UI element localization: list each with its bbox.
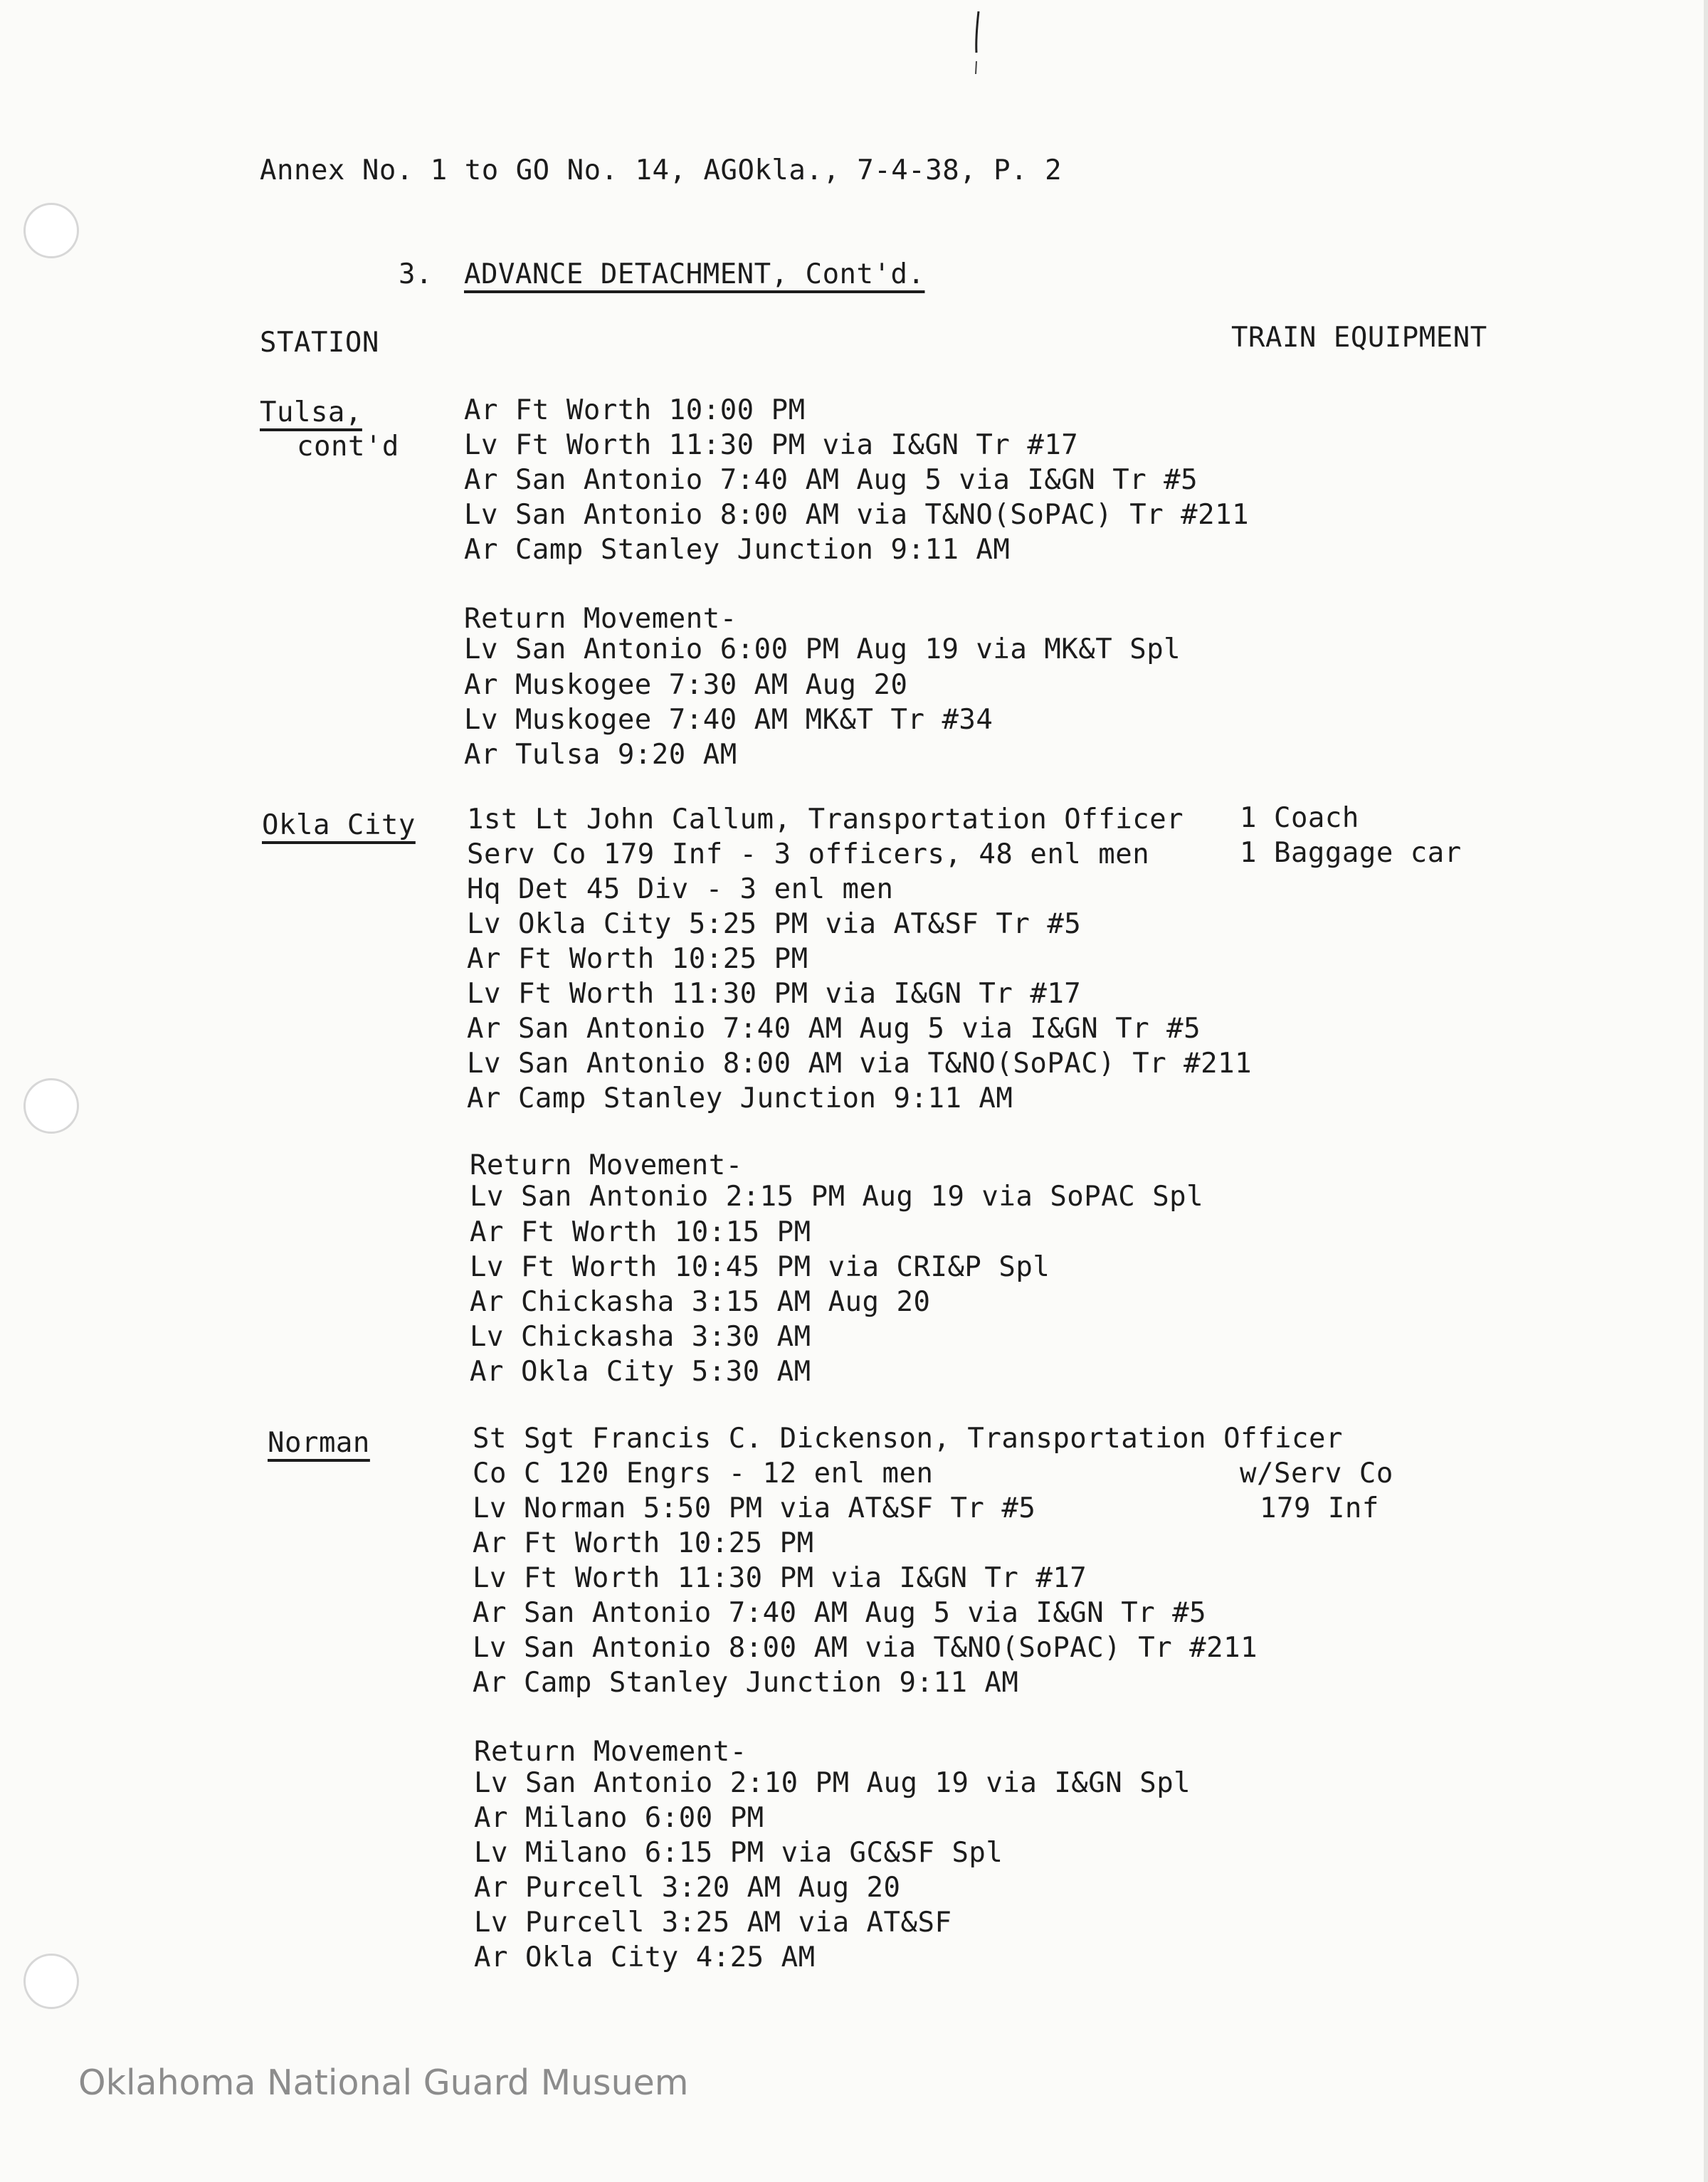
museum-watermark: Oklahoma National Guard Musuem	[78, 2062, 689, 2103]
schedule-line: Ar San Antonio 7:40 AM Aug 5 via I&GN Tr #5	[464, 464, 1198, 496]
equipment-item: 1 Baggage car	[1240, 837, 1462, 869]
schedule-line: 1st Lt John Callum, Transportation Officer	[467, 803, 1184, 836]
schedule-line: Ar Ft Worth 10:25 PM	[467, 943, 808, 975]
schedule-line: Lv San Antonio 2:10 PM Aug 19 via I&GN Spl	[474, 1767, 1191, 1799]
binder-hole	[23, 1078, 79, 1134]
schedule-line: Ar Ft Worth 10:00 PM	[464, 394, 806, 426]
schedule-line: Ar San Antonio 7:40 AM Aug 5 via I&GN Tr #5	[467, 1013, 1201, 1045]
column-header-train-equipment: TRAIN EQUIPMENT	[1231, 322, 1487, 354]
schedule-line: St Sgt Francis C. Dickenson, Transportation Officer	[473, 1423, 1343, 1455]
schedule-line: Ar Ft Worth 10:15 PM	[470, 1216, 811, 1248]
page-edge	[1704, 0, 1708, 2182]
schedule-line: Ar Camp Stanley Junction 9:11 AM	[473, 1667, 1019, 1699]
schedule-line: Ar Okla City 4:25 AM	[474, 1941, 816, 1973]
schedule-line: Lv Ft Worth 11:30 PM via I&GN Tr #17	[467, 978, 1082, 1010]
schedule-line: Ar Okla City 5:30 AM	[470, 1356, 811, 1388]
binder-hole	[23, 203, 79, 258]
pen-mark	[974, 10, 981, 75]
station-norman: Norman	[268, 1427, 370, 1459]
schedule-line: Lv Norman 5:50 PM via AT&SF Tr #5	[473, 1492, 1036, 1524]
section-number: 3.	[399, 258, 433, 290]
section-title: ADVANCE DETACHMENT, Cont'd.	[464, 258, 925, 290]
schedule-line: Ar San Antonio 7:40 AM Aug 5 via I&GN Tr #5	[473, 1597, 1207, 1629]
schedule-line: Ar Milano 6:00 PM	[474, 1802, 764, 1834]
schedule-line: Lv Ft Worth 10:45 PM via CRI&P Spl	[470, 1251, 1050, 1283]
schedule-line: Ar Camp Stanley Junction 9:11 AM	[467, 1082, 1013, 1114]
station-okla-city: Okla City	[262, 809, 416, 841]
schedule-line: Hq Det 45 Div - 3 enl men	[467, 873, 894, 905]
equipment-item: 1 Coach	[1240, 802, 1359, 834]
return-movement-heading: Return Movement-	[470, 1149, 743, 1181]
station-tulsa: Tulsa,	[260, 396, 362, 428]
annex-line: Annex No. 1 to GO No. 14, AGOkla., 7-4-38, P. 2	[260, 154, 1063, 186]
schedule-line: Lv Milano 6:15 PM via GC&SF Spl	[474, 1837, 1003, 1869]
equipment-item: 179 Inf	[1260, 1492, 1379, 1524]
schedule-line: Ar Camp Stanley Junction 9:11 AM	[464, 534, 1011, 566]
column-header-station: STATION	[260, 327, 379, 359]
return-movement-heading: Return Movement-	[464, 603, 737, 635]
schedule-line: Lv Muskogee 7:40 AM MK&T Tr #34	[464, 704, 993, 736]
schedule-line: Ar Ft Worth 10:25 PM	[473, 1527, 814, 1559]
schedule-line: Lv San Antonio 6:00 PM Aug 19 via MK&T Spl	[464, 633, 1181, 665]
schedule-line: Lv San Antonio 2:15 PM Aug 19 via SoPAC Spl	[470, 1181, 1204, 1213]
schedule-line: Serv Co 179 Inf - 3 officers, 48 enl men	[467, 838, 1150, 870]
schedule-line: Lv Okla City 5:25 PM via AT&SF Tr #5	[467, 908, 1082, 940]
station-tulsa-contd: cont'd	[297, 431, 399, 463]
schedule-line: Ar Tulsa 9:20 AM	[464, 739, 737, 771]
schedule-line: Ar Chickasha 3:15 AM Aug 20	[470, 1286, 931, 1318]
return-movement-heading: Return Movement-	[474, 1736, 747, 1768]
schedule-line: Lv Ft Worth 11:30 PM via I&GN Tr #17	[464, 429, 1079, 461]
schedule-line: Lv Purcell 3:25 AM via AT&SF	[474, 1907, 952, 1939]
schedule-line: Lv Chickasha 3:30 AM	[470, 1321, 811, 1353]
schedule-line: Co C 120 Engrs - 12 enl men	[473, 1458, 934, 1490]
schedule-line: Lv San Antonio 8:00 AM via T&NO(SoPAC) Tr #211	[473, 1632, 1258, 1664]
binder-hole	[23, 1954, 79, 2009]
schedule-line: Lv San Antonio 8:00 AM via T&NO(SoPAC) Tr #211	[467, 1048, 1253, 1080]
schedule-line: Ar Purcell 3:20 AM Aug 20	[474, 1872, 901, 1904]
equipment-item: w/Serv Co	[1240, 1458, 1393, 1490]
schedule-line: Ar Muskogee 7:30 AM Aug 20	[464, 669, 908, 701]
schedule-line: Lv San Antonio 8:00 AM via T&NO(SoPAC) Tr #211	[464, 499, 1250, 531]
schedule-line: Lv Ft Worth 11:30 PM via I&GN Tr #17	[473, 1562, 1087, 1594]
